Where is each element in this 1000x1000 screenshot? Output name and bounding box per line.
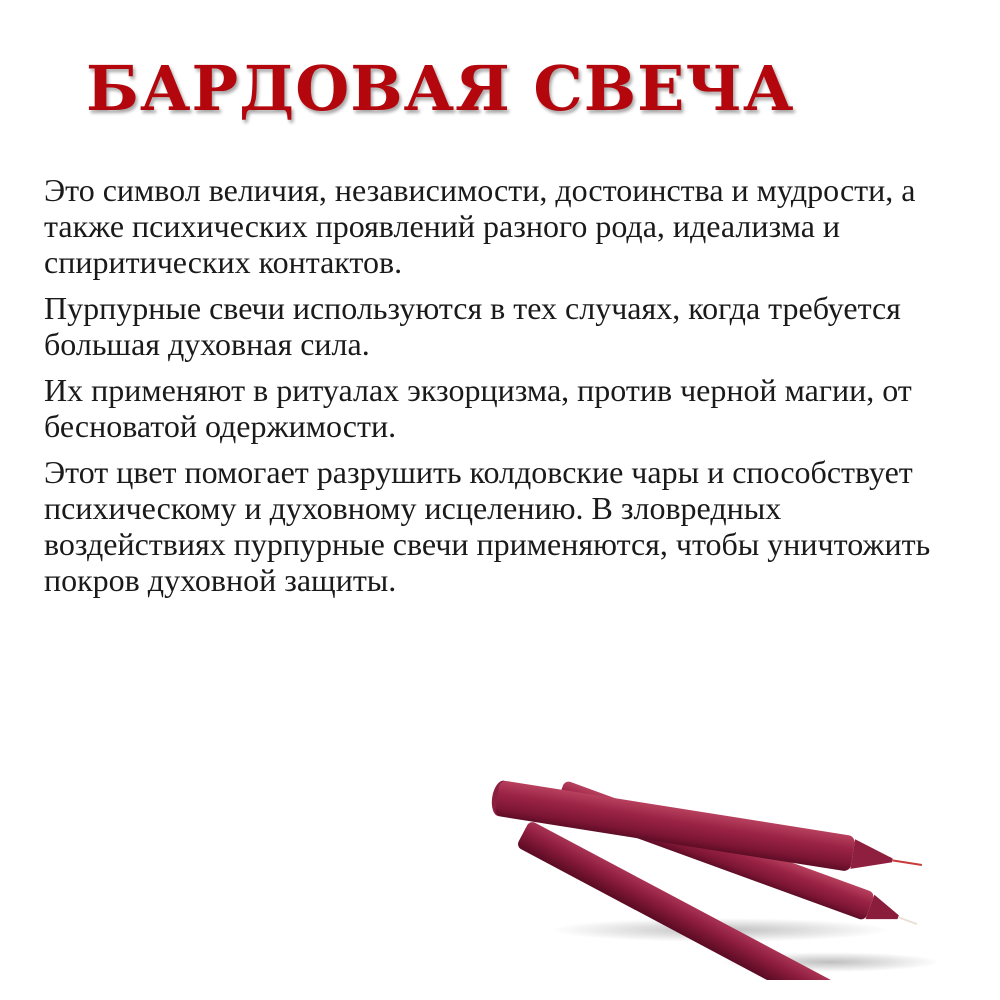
candle-front <box>489 779 924 883</box>
paragraph-4: Этот цвет помогает разрушить колдовские чары и способствует психическому и духовному исцелению. В зловредных воздействиях пурпурные свечи применяются, чтобы уничтожить покров духовной защиты. <box>44 454 931 598</box>
paragraph-3: Их применяют в ритуалах экзорцизма, против черной магии, от бесноватой одержимости. <box>44 372 912 444</box>
article-body <box>44 172 964 608</box>
candles-icon <box>470 750 970 980</box>
paragraph-2: Пурпурные свечи используются в тех случаях, когда требуется большая духовная сила. <box>44 290 901 362</box>
paragraph-1: Это символ величия, независимости, достоинства и мудрости, а также психических проявлений разного рода, идеализма и спиритических контактов. <box>44 172 916 280</box>
page-title: БАРДОВАЯ СВЕЧА <box>86 52 795 125</box>
